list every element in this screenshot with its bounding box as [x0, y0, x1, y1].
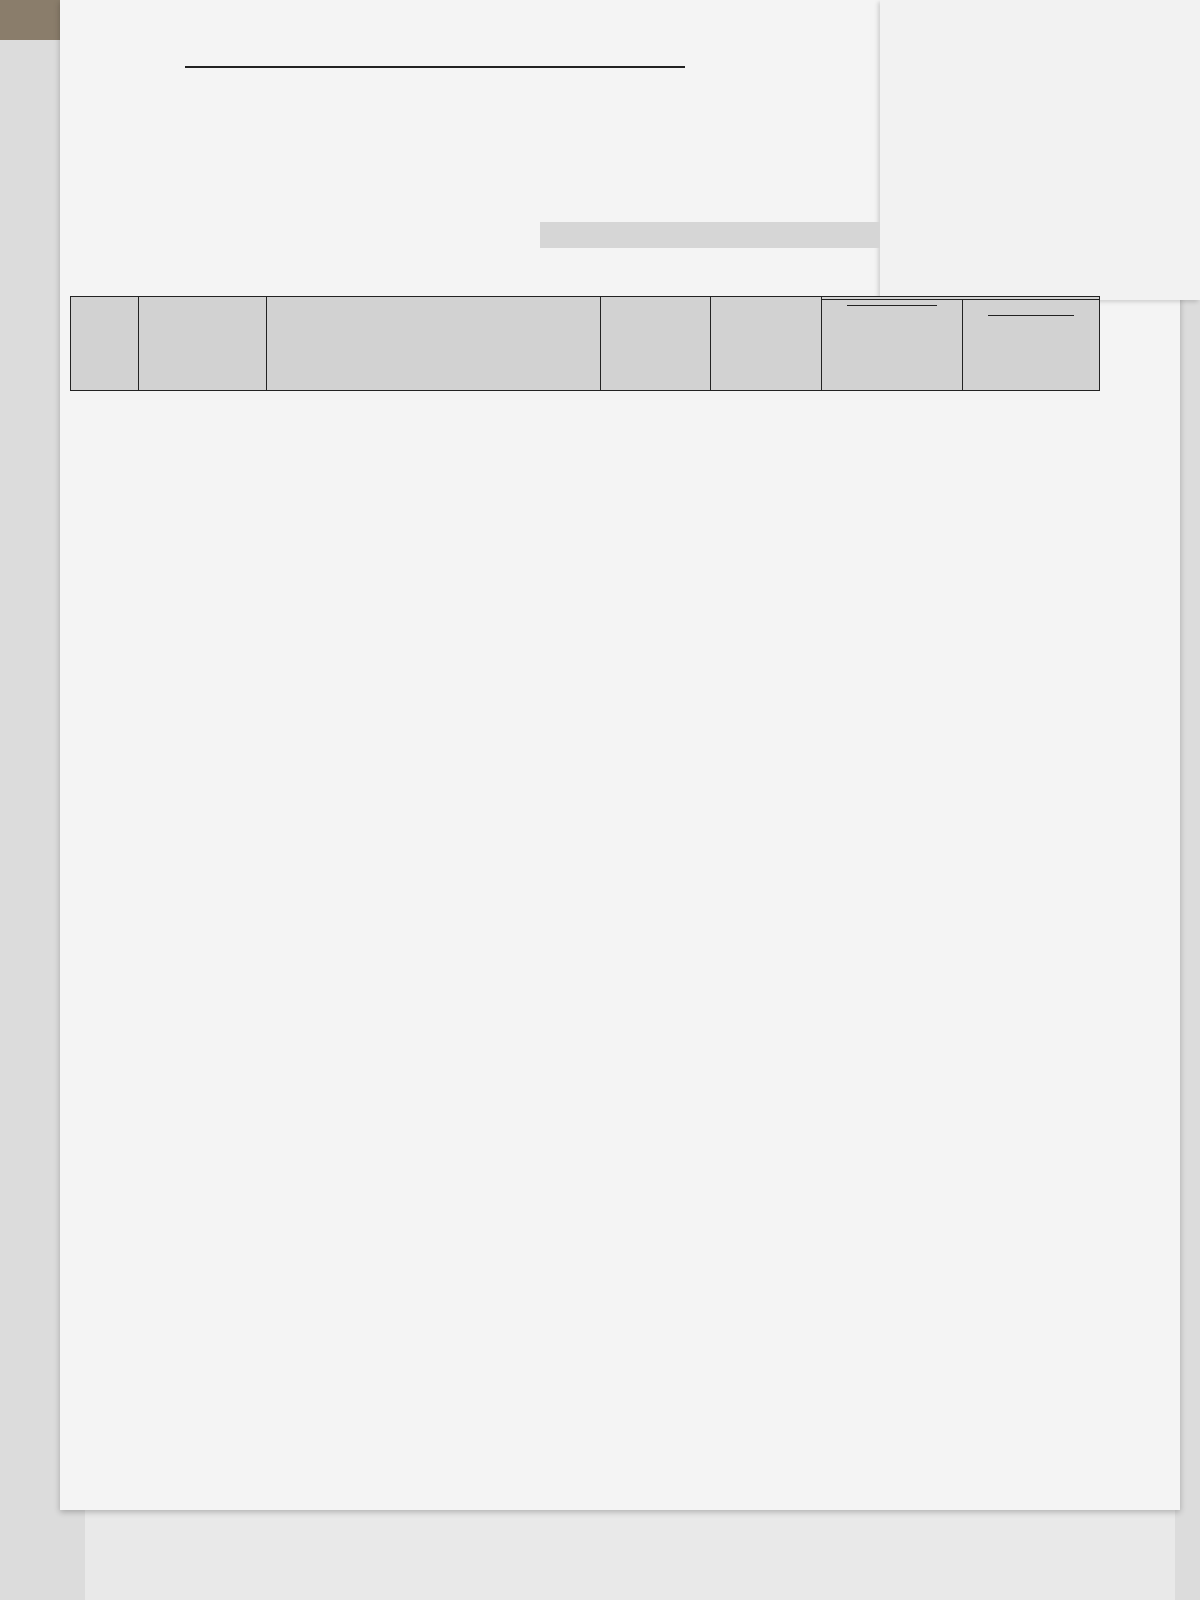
- object-title-underline: [185, 66, 685, 68]
- col-nr-header: [71, 297, 139, 391]
- col-works-header: [267, 297, 601, 391]
- overlapping-sheet: [880, 0, 1200, 300]
- divider: [988, 315, 1074, 316]
- col-qty-header: [711, 297, 821, 391]
- divider: [847, 305, 937, 306]
- col-per-unit-header: [821, 300, 963, 391]
- col-um-header: [601, 297, 711, 391]
- col-total-header: [963, 300, 1100, 391]
- estimate-value: [540, 222, 880, 248]
- estimate-table: [70, 296, 1100, 391]
- col-symbol-header: [139, 297, 267, 391]
